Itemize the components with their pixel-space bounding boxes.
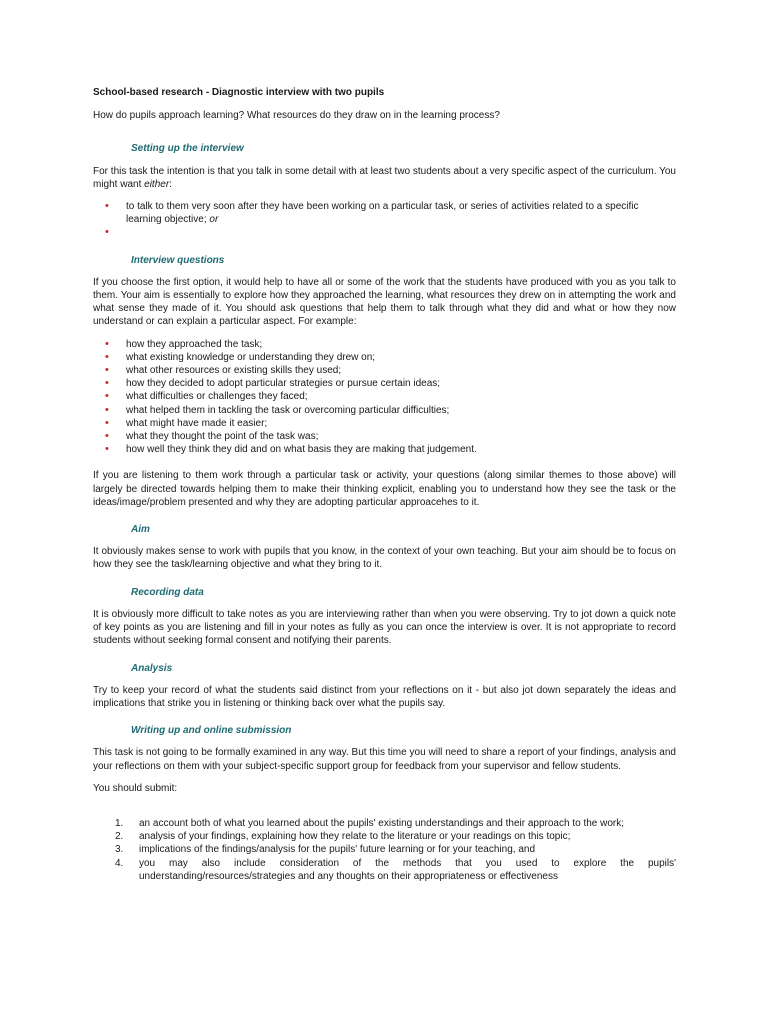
item-number: 1. (115, 817, 124, 829)
question-text: what other resources or existing skills they used; (126, 365, 342, 377)
submission-text: an account both of what you learned about the pupils' existing understandings and their approach to the work; (139, 817, 625, 829)
setup-options-list (93, 200, 676, 240)
question-text: what difficulties or challenges they faced; (126, 391, 308, 403)
item-number: 3. (115, 844, 124, 856)
list-item (93, 200, 676, 226)
list-item (93, 843, 676, 856)
setup-paragraph-lead: For this task the intention is that you talk in some detail with at least two students about a very specific aspect of the curriculum. You might want (93, 165, 676, 190)
analysis-paragraph: Try to keep your record of what the students said distinct from your reflections on it - but also jot down separately the ideas and implications that strike you in listening or thinking back over what the pupils say. (93, 684, 676, 709)
heading-analysis: Analysis (131, 662, 173, 674)
setup-paragraph-tail: : (169, 178, 172, 190)
bullet-icon: • (105, 430, 109, 443)
heading-writing-up: Writing up and online submission (131, 725, 292, 737)
question-text: how they approached the task; (126, 338, 263, 350)
list-item (93, 430, 676, 443)
questions-paragraph: If you choose the first option, it would help to have all or some of the work that the students have produced with you as you talk to them. Your aim is essentially to explore how they approached the learning, what resources they drew on in attempting the work and what sense they made of it. You should ask questions that help them to talk through what they did and what or how they now understand or can explain a particular aspect. For example: (93, 276, 676, 328)
list-item (93, 417, 676, 430)
setup-option-emphasis: or (209, 214, 219, 226)
questions-followup-paragraph: If you are listening to them work through a particular task or activity, your questions (along similar themes to those above) will largely be directed towards helping them to make their thinking explicit, enabling you to understand how they see the task or the ideas/image/problem presented and why they are adopting particular approacehes to it. (93, 470, 676, 508)
question-text: what they thought the point of the task was; (126, 431, 319, 443)
list-item (93, 817, 676, 830)
spacer (93, 804, 676, 817)
submission-text: you may also include consideration of the methods that you used to explore the pupils' understanding/resources/strategies and any thoughts on their appropriateness or effectiveness (139, 857, 676, 882)
bullet-icon: • (105, 390, 109, 403)
writeup-paragraph: This task is not going to be formally examined in any way. But this time you will need to share a report of your findings, analysis and your reflections on them with your subject-specific support group for feedback from your supervisor and fellow students. (93, 747, 676, 772)
recording-paragraph: It is obviously more difficult to take notes as you are interviewing rather than when you were observing. Try to jot down a quick note of key points as you are listening and fill in your notes as fully as you can once the interview is over. It is not appropriate to record students without seeking formal consent and notifying their parents. (93, 608, 676, 647)
bullet-icon: • (105, 416, 109, 429)
question-text: how well they think they did and on what basis they are making that judgement. (126, 444, 477, 456)
setup-option-text: to talk to them very soon after they have been working on a particular task, or series of activities related to a specific learning objective; (126, 201, 639, 226)
question-text: what existing knowledge or understanding they drew on; (126, 351, 376, 363)
bullet-icon: • (105, 226, 109, 239)
document-title: School-based research - Diagnostic interview with two pupils (93, 87, 385, 98)
list-item (93, 390, 676, 403)
question-text: what helped them in tackling the task or overcoming particular difficulties; (126, 404, 450, 416)
question-text: what might have made it easier; (126, 417, 268, 429)
heading-recording-data: Recording data (131, 586, 204, 598)
heading-setting-up: Setting up the interview (131, 143, 244, 155)
bullet-icon: • (105, 443, 109, 456)
list-item (93, 338, 676, 351)
item-number: 2. (115, 831, 124, 843)
list-item (93, 404, 676, 417)
bullet-icon: • (105, 377, 109, 390)
list-item (93, 377, 676, 390)
list-item (93, 364, 676, 377)
bullet-icon: • (105, 337, 109, 350)
list-item (93, 351, 676, 364)
intro-question: How do pupils approach learning? What resources do they draw on in the learning process? (93, 110, 500, 122)
list-item (93, 443, 676, 456)
heading-interview-questions: Interview questions (131, 254, 225, 266)
bullet-icon: • (105, 350, 109, 363)
heading-aim: Aim (131, 524, 150, 536)
question-text: how they decided to adopt particular strategies or pursue certain ideas; (126, 378, 441, 390)
submission-list (93, 817, 676, 883)
submission-text: analysis of your findings, explaining how they relate to the literature or your readings on this topic; (139, 831, 571, 843)
setup-paragraph (93, 165, 676, 191)
bullet-icon: • (105, 200, 109, 213)
submit-label: You should submit: (93, 782, 178, 794)
setup-paragraph-emphasis: either (144, 178, 170, 190)
bullet-icon: • (105, 403, 109, 416)
item-number: 4. (115, 857, 124, 869)
bullet-icon: • (105, 364, 109, 377)
list-item (93, 226, 676, 239)
list-item (93, 857, 676, 883)
list-item (93, 830, 676, 843)
document-body (93, 86, 676, 883)
submission-text: implications of the findings/analysis for the pupils' future learning or for your teaching, and (139, 844, 536, 856)
aim-paragraph: It obviously makes sense to work with pupils that you know, in the context of your own teaching. But your aim should be to focus on how they see the task/learning objective and what they bring to it. (93, 546, 676, 571)
questions-list (93, 338, 676, 457)
